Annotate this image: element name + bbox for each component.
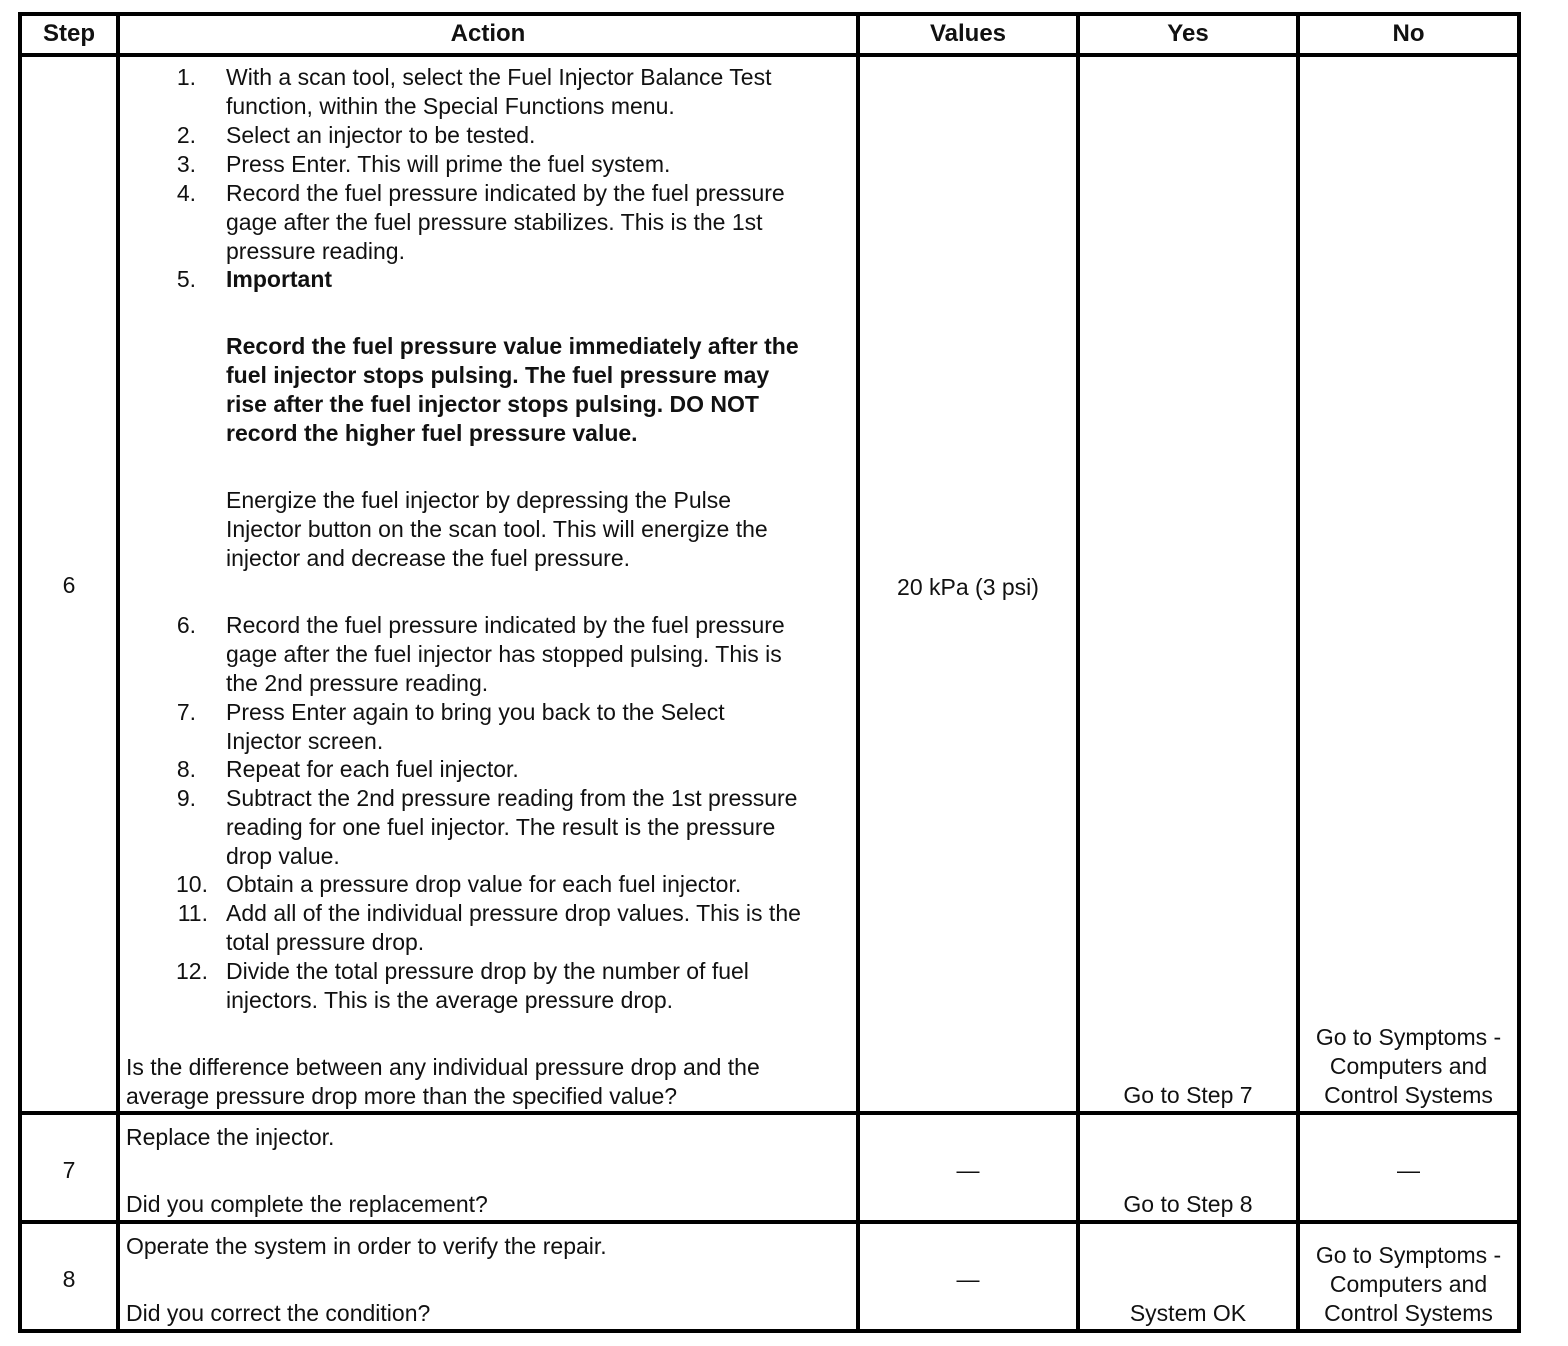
header-values: Values (929, 20, 1007, 47)
item-text: Record the fuel pressure indicated by the fuel pressure (226, 612, 785, 638)
item-number: 12. (176, 958, 208, 984)
header-step: Step (42, 20, 95, 47)
row-7-question: Did you complete the replacement? (126, 1191, 488, 1217)
item-text: reading for one fuel injector. The result is the pressure (226, 814, 776, 840)
item-text: Repeat for each fuel injector. (226, 756, 519, 782)
row-7-no: — (1397, 1157, 1420, 1183)
item-number: 1. (176, 64, 196, 90)
item-number: 8. (176, 756, 196, 782)
item-text: function, within the Special Functions menu. (226, 93, 675, 119)
no-line: Go to Symptoms - (1315, 1242, 1502, 1268)
row-7-step: 7 (62, 1157, 76, 1183)
row-7-action: Replace the injector. (126, 1124, 335, 1150)
item-text: injectors. This is the average pressure drop. (226, 987, 674, 1013)
row-8-value: — (956, 1266, 980, 1292)
no-line: Control Systems (1324, 1300, 1493, 1326)
item-text: With a scan tool, select the Fuel Injector Balance Test (226, 64, 772, 90)
header-action: Action (450, 20, 526, 47)
important-note: fuel injector stops pulsing. The fuel pressure may (226, 362, 770, 388)
item-text: Energize the fuel injector by depressing the Pulse (226, 487, 732, 513)
header-yes: Yes (1167, 20, 1209, 47)
important-note: rise after the fuel injector stops pulsing. DO NOT (226, 391, 759, 417)
item-text: Record the fuel pressure indicated by the fuel pressure (226, 180, 785, 206)
col-separator-step-action (116, 12, 120, 1333)
row-7-value: — (956, 1157, 980, 1183)
header-no: No (1392, 20, 1425, 47)
item-number: 4. (176, 180, 196, 206)
col-separator-action-values (856, 12, 860, 1333)
table-border-left (18, 12, 22, 1333)
col-separator-values-yes (1076, 12, 1080, 1333)
item-text: Injector screen. (226, 728, 384, 754)
item-number: 5. (176, 266, 196, 292)
item-text: Obtain a pressure drop value for each fuel injector. (226, 871, 742, 897)
row-7-yes: Go to Step 8 (1123, 1191, 1253, 1217)
item-number: 3. (176, 151, 196, 177)
row-6-yes: Go to Step 7 (1123, 1082, 1253, 1108)
item-text: Divide the total pressure drop by the number of fuel (226, 958, 749, 984)
row-8-step: 8 (62, 1266, 76, 1292)
no-line: Computers and (1329, 1271, 1488, 1297)
item-text: total pressure drop. (226, 929, 425, 955)
item-text: Injector button on the scan tool. This will energize the (226, 516, 768, 542)
row-6-step: 6 (62, 572, 76, 598)
item-text: Select an injector to be tested. (226, 122, 536, 148)
col-separator-yes-no (1296, 12, 1300, 1333)
row-6-question: Is the difference between any individual pressure drop and the (126, 1054, 760, 1080)
row-8-question: Did you correct the condition? (126, 1300, 431, 1326)
item-number: 7. (176, 699, 196, 725)
no-line: Computers and (1329, 1053, 1488, 1079)
item-text: pressure reading. (226, 238, 405, 264)
item-text: Add all of the individual pressure drop values. This is the (226, 900, 801, 926)
item-number: 9. (176, 785, 196, 811)
row-6-value: 20 kPa (3 psi) (897, 574, 1039, 600)
item-number: 6. (176, 612, 196, 638)
important-note: record the higher fuel pressure value. (226, 420, 638, 446)
row-8-yes: System OK (1129, 1300, 1247, 1326)
item-text: gage after the fuel injector has stopped pulsing. This is (226, 641, 782, 667)
table-border-right (1517, 12, 1521, 1333)
no-line: Go to Symptoms - (1315, 1024, 1502, 1050)
item-text: Subtract the 2nd pressure reading from the 1st pressure (226, 785, 798, 811)
item-text: drop value. (226, 843, 340, 869)
row-8-action: Operate the system in order to verify the repair. (126, 1233, 607, 1259)
item-text: gage after the fuel pressure stabilizes. This is the 1st (226, 209, 763, 235)
item-number: 11. (177, 900, 208, 926)
item-number: 2. (176, 122, 196, 148)
item-number: 10. (176, 871, 208, 897)
important-note: Record the fuel pressure value immediately after the (226, 333, 799, 359)
row-6-question: average pressure drop more than the specified value? (126, 1083, 678, 1109)
item-text: injector and decrease the fuel pressure. (226, 545, 631, 571)
no-line: Control Systems (1324, 1082, 1493, 1108)
item-text: the 2nd pressure reading. (226, 670, 489, 696)
item-text: Press Enter again to bring you back to the Select (226, 699, 725, 725)
important-label: Important (226, 266, 333, 292)
item-text: Press Enter. This will prime the fuel system. (226, 151, 671, 177)
